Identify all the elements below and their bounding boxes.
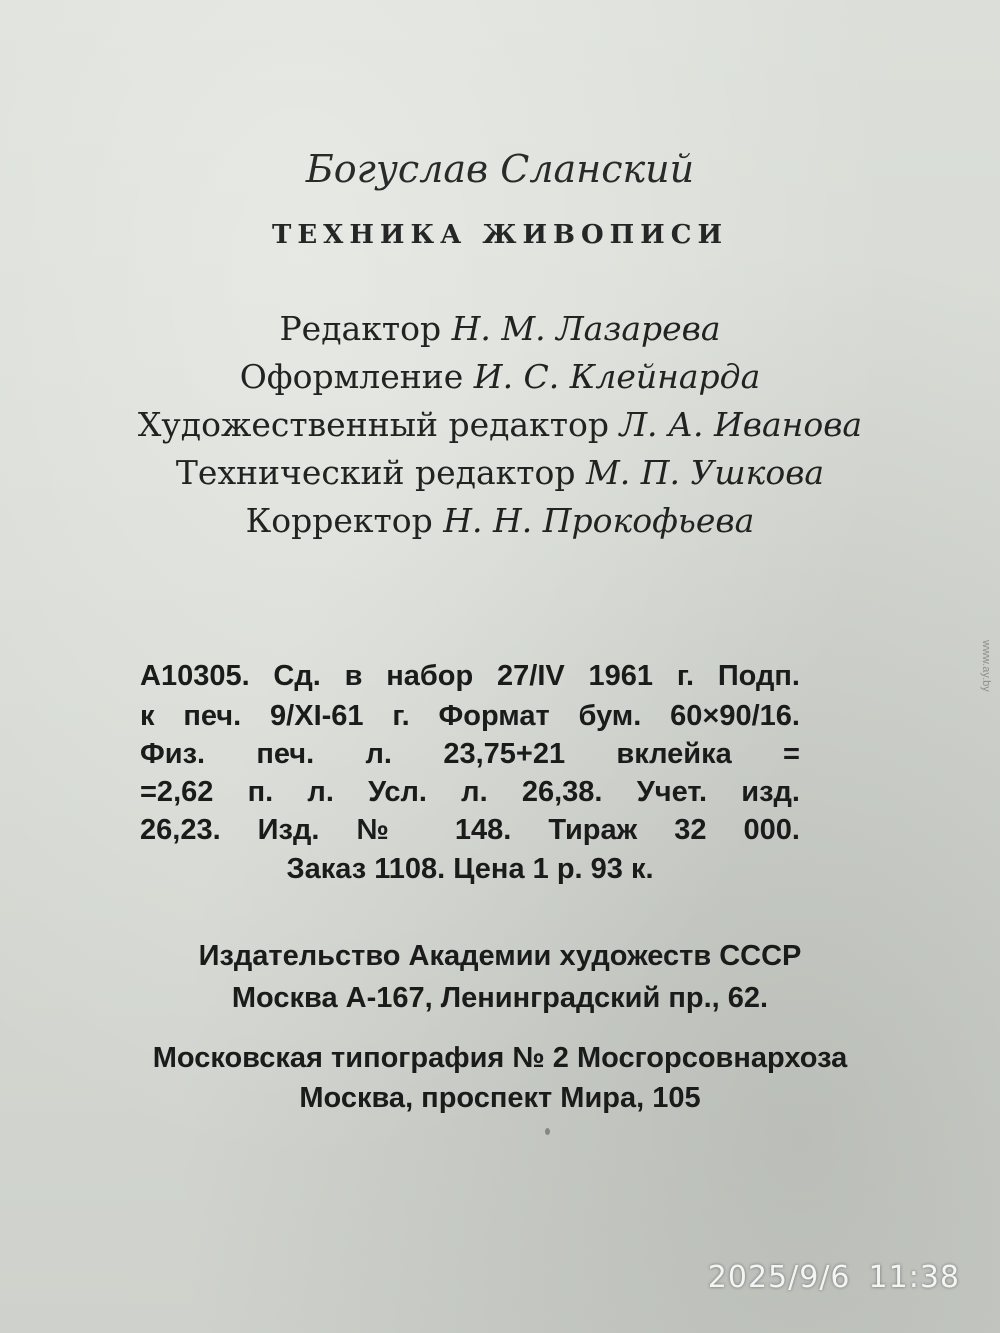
imprint-line: Физ. печ. л. 23,75+21 вклейка = (140, 738, 800, 770)
credit-role: Технический редактор (175, 453, 576, 492)
imprint-line: к печ. 9/XI-61 г. Формат бум. 60×90/16. (140, 700, 800, 732)
paper-speck (545, 1128, 550, 1135)
photo-time: 11:38 (868, 1260, 960, 1295)
credit-role: Редактор (279, 309, 442, 348)
printer-address: Москва, проспект Мира, 105 (299, 1082, 701, 1114)
credit-line-design (0, 357, 1000, 396)
credit-name: М. П. Ушкова (586, 453, 825, 492)
credit-name: И. С. Клейнарда (473, 357, 761, 396)
credit-name: Л. А. Иванова (619, 405, 863, 444)
photo-date: 2025/9/6 (707, 1260, 851, 1295)
site-watermark: www.ay.by (980, 640, 992, 692)
publisher-name: Издательство Академии художеств СССР (198, 940, 802, 972)
credit-name: Н. Н. Прокофьева (443, 501, 755, 540)
credit-role: Художественный редактор (137, 405, 609, 444)
credit-line-proofreader (0, 501, 1000, 540)
publisher-address: Москва А-167, Ленинградский пр., 62. (231, 982, 769, 1014)
imprint-line: =2,62 п. л. Усл. л. 26,38. Учет. изд. (140, 776, 800, 808)
imprint-line: А10305. Сд. в набор 27/IV 1961 г. Подп. (140, 660, 800, 692)
credit-role: Корректор (245, 501, 433, 540)
credit-role: Оформление (239, 357, 464, 396)
credit-name: Н. М. Лазарева (451, 309, 721, 348)
credit-line-technical-editor (0, 453, 1000, 492)
credit-line-art-editor (0, 405, 1000, 444)
imprint-line: 26,23. Изд. № 148. Тираж 32 000. (140, 814, 800, 846)
photo-datetime-stamp (708, 1260, 960, 1295)
author-name: Богуслав Сланский (305, 147, 695, 191)
book-title: ТЕХНИКА ЖИВОПИСИ (271, 220, 729, 250)
imprint-line: Заказ 1108. Цена 1 р. 93 к. (286, 853, 654, 885)
printer-name: Московская типография № 2 Мосгорсовнархоза (152, 1042, 848, 1074)
credit-line-editor (0, 309, 1000, 348)
